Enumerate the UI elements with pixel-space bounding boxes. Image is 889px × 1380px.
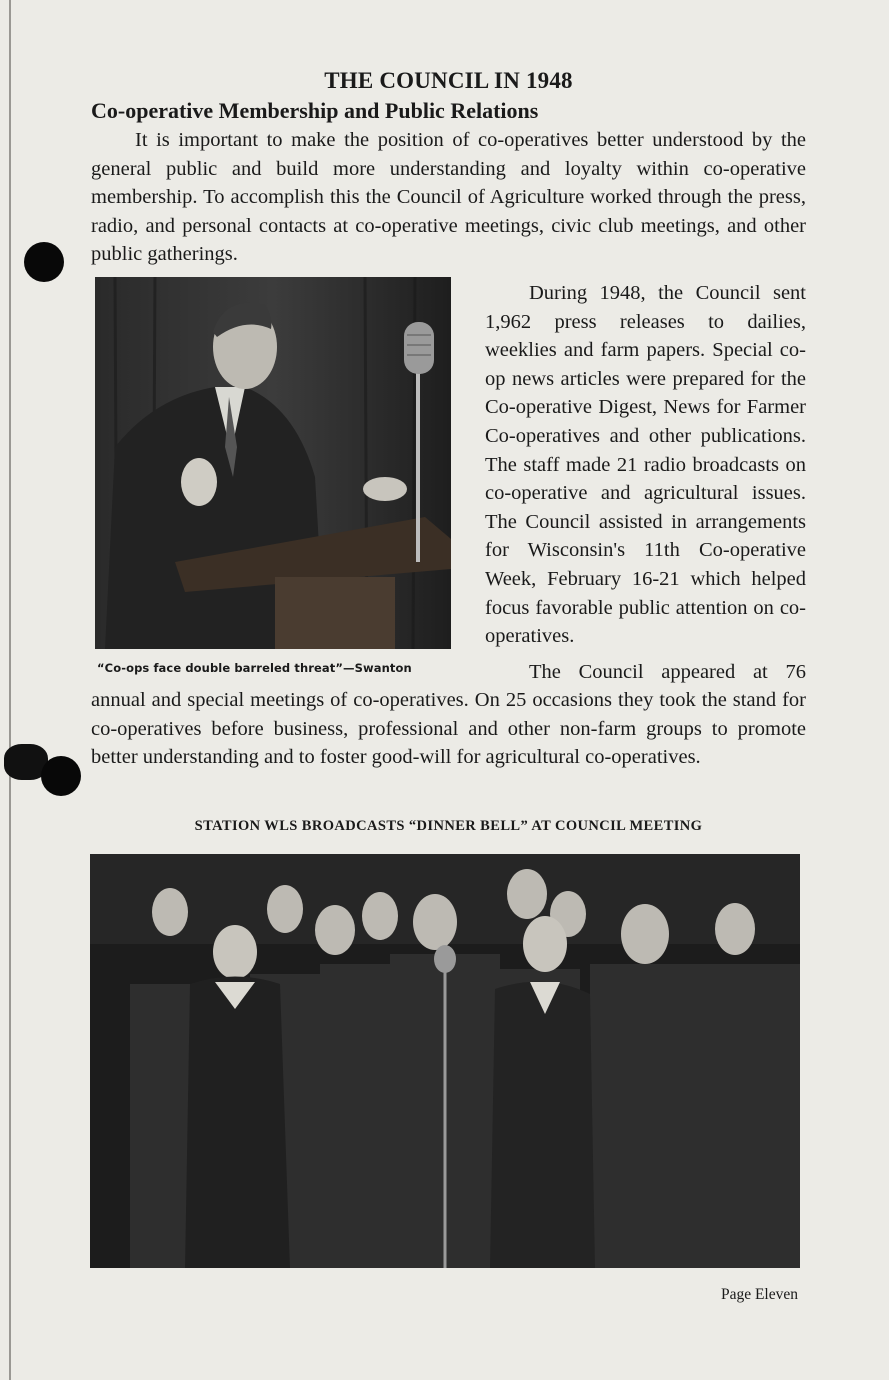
group-photo-caption: STATION WLS BROADCASTS “DINNER BELL” AT COUNCIL MEETING	[194, 818, 703, 834]
punch-hole-top	[24, 242, 64, 282]
page-title: THE COUNCIL IN 1948	[324, 68, 573, 93]
binding-edge	[9, 0, 11, 1380]
speaker-photo	[95, 277, 451, 649]
page-number: Page Eleven	[720, 1286, 798, 1303]
paragraph-press: During 1948, the Council sent 1,962 press releases to dailies, weeklies and farm papers. Special co-op news articles were prepared for the Co-operative Digest, News for Farmer Co-operatives and other publications. The staff made 21 radio broadcasts on co-operative and agricultural issues. The Council assisted in arrangements for Wisconsin's 11th Co-operative Week, February 16-21 which helped focus favorable public attention on co-operatives.	[485, 281, 806, 648]
photo-caption: “Co-ops face double barreled threat”—Swanton	[97, 660, 412, 675]
group-photo	[90, 854, 800, 1268]
paragraph-intro-text: It is important to make the position of co-operatives better understood by the general public and build more understanding and loyalty within co-operative membership. To accomplish this the Council of Agriculture worked through the press, radio, and personal contacts at co-operative meetings, civic club meetings, and other public gatherings.	[91, 129, 806, 266]
speaker-photo-block	[95, 277, 467, 675]
section-subtitle: Co-operative Membership and Public Relations	[91, 98, 539, 123]
punch-hole-bottom	[41, 756, 81, 796]
paragraph-meetings: The Council appeared at 76 annual and special meetings of co-operatives. On 25 occasions they took the stand for co-operatives before business, professional and other non-farm groups to promote better understanding and to foster good-will for agricultural co-operatives.	[91, 660, 806, 769]
paragraph-intro	[91, 126, 806, 269]
article	[91, 66, 806, 772]
